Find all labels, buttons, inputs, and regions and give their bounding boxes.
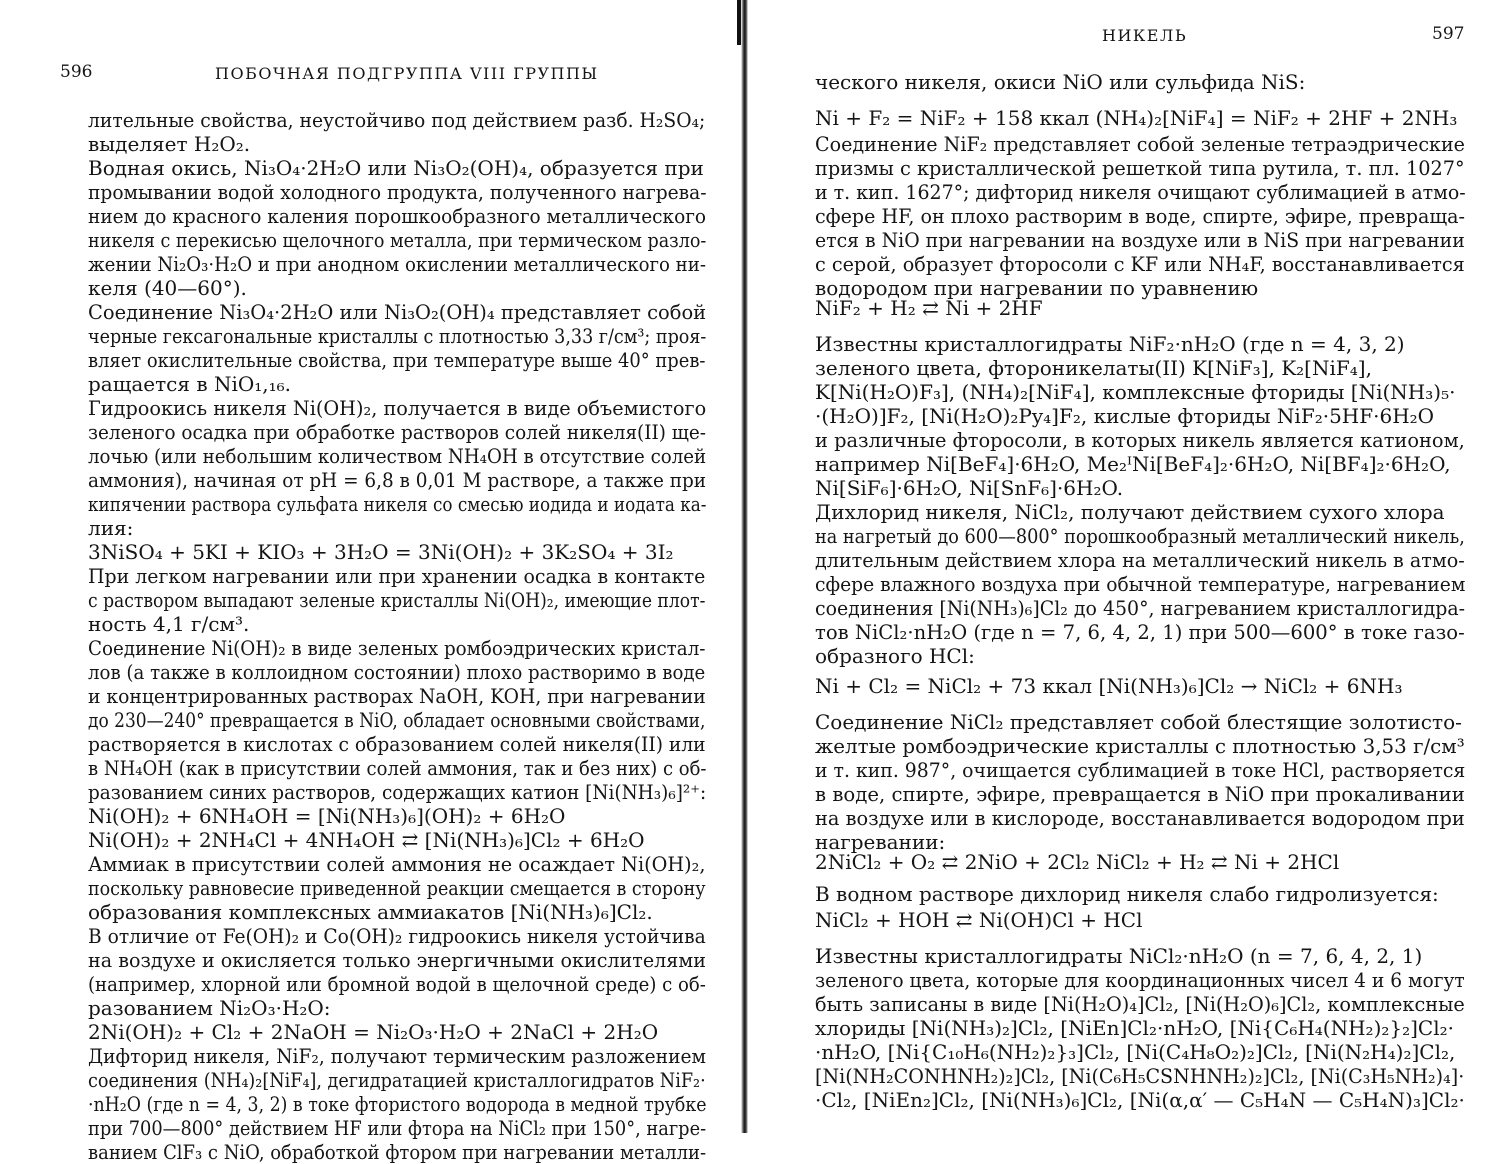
text-line: ·(H₂O)]F₂, [Ni(H₂O)₂Py₄]F₂, кислые фториды NiF₂·5HF·6H₂O — [815, 404, 1435, 428]
text-line: вляет окислительные свойства, при температуре выше 40° прев- — [88, 348, 706, 372]
equation: Ni + Cl₂ = NiCl₂ + 73 ккал [Ni(NH₃)₆]Cl₂ → NiCl₂ + 6NH₃ — [815, 674, 1403, 698]
text-line: соединения [Ni(NH₃)₆]Cl₂ до 450°, нагреванием кристаллогидра- — [815, 596, 1466, 620]
text-line: никеля с перекисью щелочного металла, при термическом разло- — [88, 228, 707, 252]
text-line: разованием синих растворов, содержащих катион [Ni(NH₃)₆]²⁺: — [88, 780, 707, 804]
text-line: [Ni(NH₂CONHNH₂)₂]Cl₂, [Ni(C₆H₅CSNHNH₂)₂]Cl₂, [Ni(C₃H₅NH₂)₄]· — [815, 1064, 1465, 1088]
text-line: тов NiCl₂·nH₂O (где n = 7, 6, 4, 2, 1) при 500—600° в токе газо- — [815, 620, 1465, 644]
page-number: 596 — [60, 62, 93, 82]
text-line: В водном растворе дихлорид никеля слабо гидролизуется: — [815, 882, 1439, 906]
text-line: ется в NiO при нагревании на воздухе или в NiS при нагревании — [815, 228, 1465, 252]
text-line: желтые ромбоэдрические кристаллы с плотностью 3,53 г/см³ — [815, 734, 1465, 758]
text-line: в NH₄OH (как в присутствии солей аммония, так и без них) с об- — [88, 756, 707, 780]
text-line: ванием ClF₃ с NiO, обработкой фтором при нагревании металли- — [88, 1140, 707, 1164]
text-line: ность 4,1 г/см³. — [88, 612, 250, 636]
text-line: Аммиак в присутствии солей аммония не осаждает Ni(OH)₂, — [88, 852, 706, 876]
text-line: растворяется в кислотах с образованием солей никеля(II) или — [88, 732, 706, 756]
text-line: Известны кристаллогидраты NiCl₂·nH₂O (n = 7, 6, 4, 2, 1) — [815, 944, 1423, 968]
text-line: келя (40—60°). — [88, 276, 247, 300]
text-line: поскольку равновесие приведенной реакции смещается в сторону — [88, 876, 706, 900]
text-line: K[Ni(H₂O)F₃], (NH₄)₂[NiF₄], комплексные фториды [Ni(NH₃)₅· — [815, 380, 1456, 404]
text-line: водородом при нагревании по уравнению — [815, 276, 1259, 300]
text-line: В отличие от Fe(OH)₂ и Co(OH)₂ гидроокись никеля устойчива — [88, 924, 706, 948]
running-head: ПОБОЧНАЯ ПОДГРУППА VIII ГРУППЫ — [215, 64, 599, 83]
text-line: на воздухе и окисляется только энергичными окислителями — [88, 948, 706, 972]
text-line: Водная окись, Ni₃O₄·2H₂O или Ni₃O₂(OH)₄, образуется при — [88, 156, 704, 180]
text-line: ·nH₂O (где n = 4, 3, 2) в токе фтористого водорода в медной трубке — [88, 1092, 707, 1116]
equation: 2Ni(OH)₂ + Cl₂ + 2NaOH = Ni₂O₃·H₂O + 2NaCl + 2H₂O — [88, 1020, 659, 1044]
text-line: разованием Ni₂O₃·H₂O: — [88, 996, 331, 1020]
equation: NiF₂ + H₂ ⇄ Ni + 2HF — [815, 296, 1043, 320]
text-line: лочью (или небольшим количеством NH₄OH в отсутствие солей — [88, 444, 707, 468]
text-line: Соединение NiCl₂ представляет собой блестящие золотисто- — [815, 710, 1462, 734]
text-line: с раствором выпадают зеленые кристаллы Ni(OH)₂, имеющие плот- — [88, 588, 706, 612]
text-line: образного HCl: — [815, 644, 975, 668]
text-line: Соединение Ni₃O₄·2H₂O или Ni₃O₂(OH)₄ представляет собой — [88, 300, 707, 324]
text-line: длительным действием хлора на металлический никель в атмо- — [815, 548, 1465, 572]
text-line: и различные фторосоли, в которых никель является катионом, — [815, 428, 1465, 452]
text-line: Соединение Ni(OH)₂ в виде зеленых ромбоэдрических кристал- — [88, 636, 706, 660]
text-line: Гидроокись никеля Ni(OH)₂, получается в виде объемистого — [88, 396, 707, 420]
text-line: лия: — [88, 516, 134, 540]
text-line: быть записаны в виде [Ni(H₂O)₄]Cl₂, [Ni(H₂O)₆]Cl₂, комплексные — [815, 992, 1465, 1016]
equation: Ni(OH)₂ + 2NH₄Cl + 4NH₄OH ⇄ [Ni(NH₃)₆]Cl₂ + 6H₂O — [88, 828, 645, 852]
text-line: выделяет H₂O₂. — [88, 132, 251, 156]
text-line: аммония), начиная от pH = 6,8 в 0,01 M растворе, а также при — [88, 468, 707, 492]
equation: 2NiCl₂ + O₂ ⇄ 2NiO + 2Cl₂ NiCl₂ + H₂ ⇄ Ni + 2HCl — [815, 850, 1340, 874]
text-line: кипячении раствора сульфата никеля со смесью иодида и иодата ка- — [88, 492, 707, 516]
text-line: например Ni[BeF₄]·6H₂O, Me₂ᴵNi[BeF₄]₂·6H₂O, Ni[BF₄]₂·6H₂O, — [815, 452, 1451, 476]
text-line: образования комплексных аммиакатов [Ni(NH₃)₆]Cl₂. — [88, 900, 653, 924]
right-page — [760, 0, 1508, 1133]
text-line: на нагретый до 600—800° порошкообразный металлический никель, — [815, 524, 1465, 548]
text-line: с серой, образует фторосоли с KF или NH₄F, восстанавливается — [815, 252, 1465, 276]
text-line: и концентрированных растворах NaOH, KOH, при нагревании — [88, 684, 706, 708]
text-line: нием до красного каления порошкообразного металлического — [88, 204, 707, 228]
text-line: (например, хлорной или бромной водой в щелочной среде) с об- — [88, 972, 706, 996]
text-line: промывании водой холодного продукта, полученного нагрева- — [88, 180, 707, 204]
equation: 3NiSO₄ + 5KI + KIO₃ + 3H₂O = 3Ni(OH)₂ + 3K₂SO₄ + 3I₂ — [88, 540, 674, 564]
text-line: зеленого осадка при обработке растворов солей никеля(II) ще- — [88, 420, 707, 444]
running-head: НИКЕЛЬ — [1102, 26, 1188, 45]
equation: NiCl₂ + HOH ⇄ Ni(OH)Cl + HCl — [815, 908, 1143, 932]
text-line: черные гексагональные кристаллы с плотностью 3,33 г/см³; проя- — [88, 324, 707, 348]
text-line: При легком нагревании или при хранении осадка в контакте — [88, 564, 706, 588]
text-line: соединения (NH₄)₂[NiF₄], дегидратацией кристаллогидратов NiF₂· — [88, 1068, 706, 1092]
text-line: хлориды [Ni(NH₃)₂]Cl₂, [NiEn]Cl₂·nH₂O, [Ni{C₆H₄(NH₂)₂}₂]Cl₂· — [815, 1016, 1455, 1040]
text-line: Известны кристаллогидраты NiF₂·nH₂O (где n = 4, 3, 2) — [815, 332, 1405, 356]
left-page — [0, 0, 745, 1164]
text-line: лительные свойства, неустойчиво под действием разб. H₂SO₄; — [88, 108, 706, 132]
text-line: зеленого цвета, фторoникелаты(II) K[NiF₃], K₂[NiF₄], — [815, 356, 1372, 380]
text-line: в воде, спирте, эфире, превращается в NiO при прокаливании — [815, 782, 1465, 806]
text-line: и т. кип. 1627°; дифторид никеля очищают сублимацией в атмо- — [815, 180, 1466, 204]
equation: Ni(OH)₂ + 6NH₄OH = [Ni(NH₃)₆](OH)₂ + 6H₂O — [88, 804, 566, 828]
text-line: жении Ni₂O₃·H₂O и при анодном окислении металлического ни- — [88, 252, 706, 276]
text-line: ческого никеля, окиси NiO или сульфида NiS: — [815, 70, 1306, 94]
text-line: ·nH₂O, [Ni{C₁₀H₆(NH₂)₂}₃]Cl₂, [Ni(C₄H₈O₂)₂]Cl₂, [Ni(N₂H₄)₂]Cl₂, — [815, 1040, 1456, 1064]
text-line: на воздухе или в кислороде, восстанавливается водородом при — [815, 806, 1465, 830]
text-line: нагревании: — [815, 830, 946, 854]
text-line: при 700—800° действием HF или фтора на NiCl₂ при 150°, нагре- — [88, 1116, 707, 1140]
text-line: призмы с кристаллической решеткой типа рутила, т. пл. 1027° — [815, 156, 1465, 180]
text-line: Дифторид никеля, NiF₂, получают термическим разложением — [88, 1044, 706, 1068]
text-line: зеленого цвета, которые для координационных чисел 4 и 6 могут — [815, 968, 1465, 992]
text-line: сфере HF, он плохо растворим в воде, спирте, эфире, превраща- — [815, 204, 1465, 228]
text-line: до 230—240° превращается в NiO, обладает основными свойствами, — [88, 708, 706, 732]
text-line: Дихлорид никеля, NiCl₂, получают действием сухого хлора — [815, 500, 1445, 524]
page-number: 597 — [1432, 24, 1465, 44]
text-line: лов (а также в коллоидном состоянии) плохо растворимо в воде — [88, 660, 706, 684]
text-line: ·Cl₂, [NiEn₂]Cl₂, [Ni(NH₃)₆]Cl₂, [Ni(α,α′ — C₅H₄N — C₅H₄N)₃]Cl₂· — [815, 1088, 1465, 1112]
equation: Ni + F₂ = NiF₂ + 158 ккал (NH₄)₂[NiF₄] = NiF₂ + 2HF + 2NH₃ — [815, 106, 1458, 130]
text-line: и т. кип. 987°, очищается сублимацией в токе HCl, растворяется — [815, 758, 1466, 782]
text-line: Ni[SiF₆]·6H₂O, Ni[SnF₆]·6H₂O. — [815, 476, 1124, 500]
text-line: Соединение NiF₂ представляет собой зеленые тетраэдрические — [815, 132, 1465, 156]
text-line: ращается в NiO₁,₁₆. — [88, 372, 291, 396]
text-line: сфере влажного воздуха при обычной температуре, нагреванием — [815, 572, 1466, 596]
